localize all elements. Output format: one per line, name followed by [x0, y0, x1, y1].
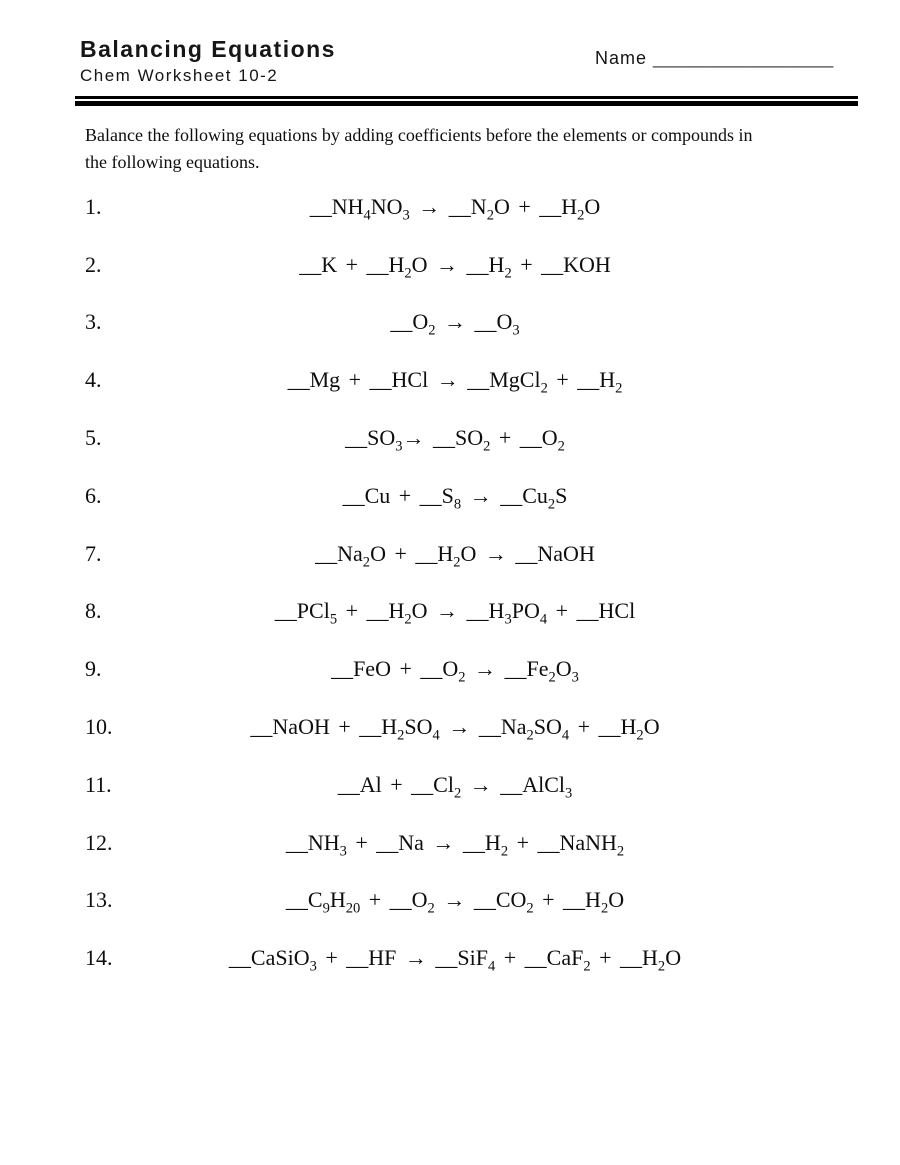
equation-row — [0, 294, 900, 352]
equation-row — [0, 236, 900, 294]
equation-formula: __Al + $\_\_Cl_2$ → __AlCl$_3$ — [337, 771, 573, 802]
instructions-text: Balance the following equations by adding coefficients before the elements or compounds in the following equations. — [85, 125, 753, 172]
name-field — [595, 48, 833, 69]
equation-row — [0, 814, 900, 872]
equation-row — [0, 929, 900, 987]
equation-number: 8. — [85, 598, 102, 624]
equation-row — [0, 640, 900, 698]
equation-formula: $\_\_SO_3\to$ $\_\_SO_2$ + $\_\_O_2$ — [345, 425, 565, 455]
equation-formula: __NaOH + $\_\_H_2SO_4$ → $\_\_Na_2SO_4$ + $\_\_H_2O$ — [250, 714, 660, 744]
equation-number: 13. — [85, 887, 113, 913]
equation-number: 12. — [85, 829, 113, 855]
equation-number: 14. — [85, 945, 113, 971]
equation-row — [0, 756, 900, 814]
header-divider-rule — [75, 96, 858, 106]
equation-formula: __FeO + $\_\_O_2$ → $\_\_Fe_2O_3$ — [331, 656, 579, 686]
equation-number: 7. — [85, 540, 102, 566]
equation-row — [0, 872, 900, 930]
equation-formula: $\_\_O_2$ → $\_\_O_3$ — [390, 309, 520, 339]
equation-formula: $\_\_NH_3$ + __Na → $\_\_H_2$ + __NaNH$_2$ — [285, 829, 625, 860]
equation-row — [0, 409, 900, 467]
equation-number: 5. — [85, 425, 102, 451]
equation-row — [0, 351, 900, 409]
equation-formula: __Cu + $\_\_S_8$ → $\_\_Cu_2S$ — [342, 482, 568, 513]
equation-number: 3. — [85, 309, 102, 335]
equation-formula: $\_\_C_9H_{20}$ + $\_\_O_2$ → $\_\_CO_2$ + $\_\_H_2O$ — [285, 887, 625, 917]
equation-row — [0, 467, 900, 525]
equation-number: 4. — [85, 367, 102, 393]
worksheet-subtitle: Chem Worksheet 10-2 — [80, 66, 279, 85]
equation-formula: __Mg + __HCl → __MgCl$_2$ + $\_\_H_2$ — [287, 367, 623, 397]
equation-list — [0, 178, 900, 987]
equation-formula: __CaSiO$_3$ + __HF → __SiF$_4$ + __CaF$_2$ + $\_\_H_2O$ — [228, 945, 682, 975]
equation-row — [0, 698, 900, 756]
equation-formula: __K + $\_\_H_2O$ → $\_\_H_2$ + __KOH — [299, 251, 611, 282]
equation-number: 11. — [85, 771, 112, 797]
equation-formula: $\_\_Na_2O$ + $\_\_H_2O$ → __NaOH — [315, 540, 595, 571]
name-label: Name — [595, 48, 648, 68]
equation-number: 1. — [85, 193, 102, 219]
equation-formula: $\_\_NH_4NO_3$ → $\_\_N_2O$ + $\_\_H_2O$ — [309, 193, 601, 224]
equation-formula: __PCl$_5$ + $\_\_H_2O$ → $\_\_H_3PO_4$ + __HCl — [274, 598, 636, 628]
equation-row — [0, 583, 900, 641]
worksheet-title: Balancing Equations — [80, 36, 336, 62]
equation-number: 9. — [85, 656, 102, 682]
equation-number: 6. — [85, 482, 102, 508]
name-blank-line: __________________ — [653, 48, 834, 68]
equation-number: 2. — [85, 251, 102, 277]
equation-row — [0, 178, 900, 236]
equation-row — [0, 525, 900, 583]
equation-number: 10. — [85, 714, 113, 740]
